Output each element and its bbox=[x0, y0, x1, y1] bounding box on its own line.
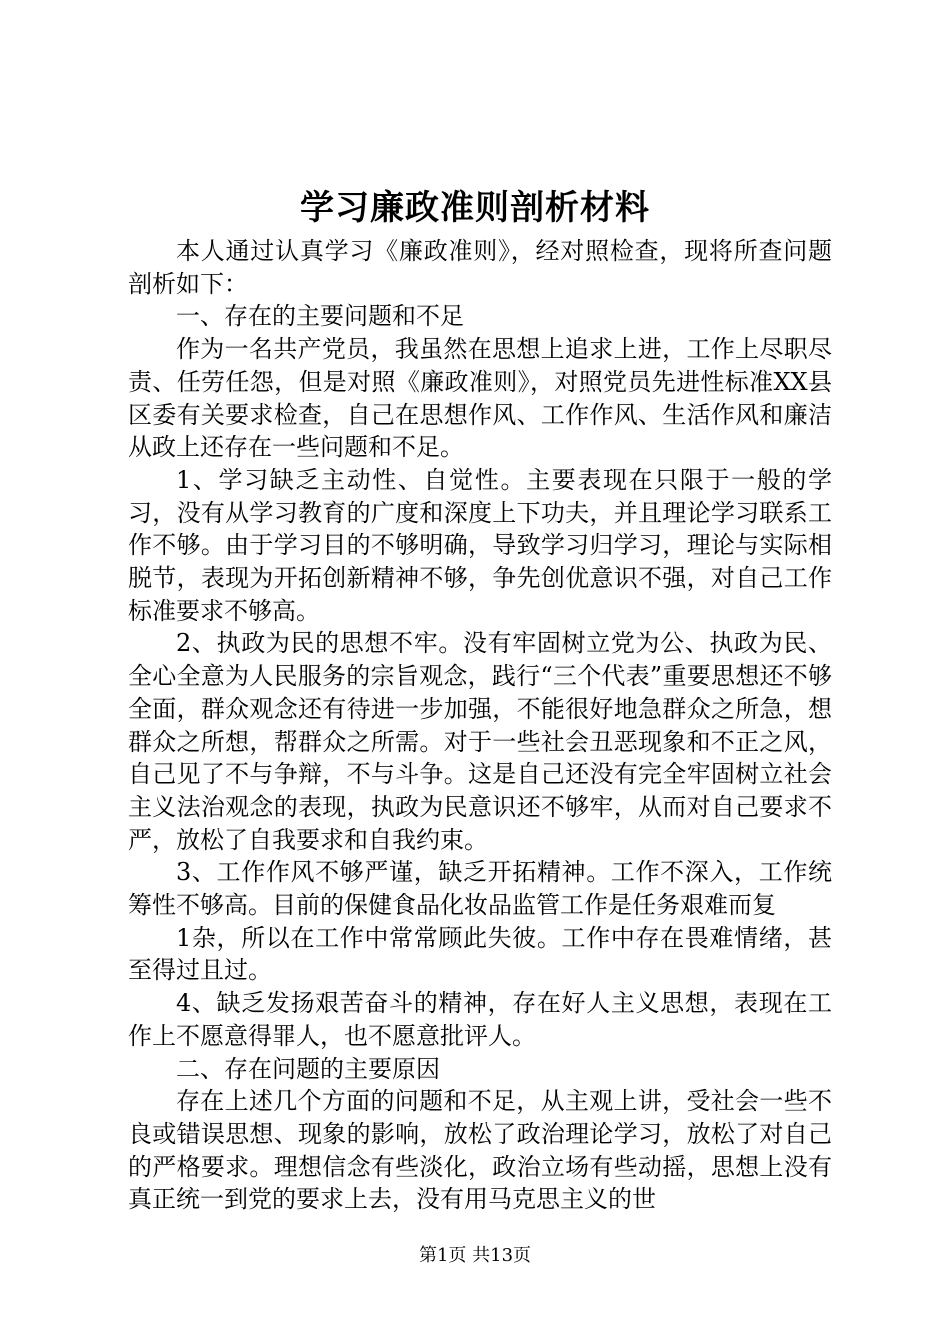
paragraph-item-3: 3、工作作风不够严谨，缺乏开拓精神。工作不深入，工作统筹性不够高。目前的保健食品化妆品监管工作是任务艰难而复 bbox=[128, 858, 832, 920]
paragraph-item-3-continued: 1杂，所以在工作中常常顾此失彼。工作中存在畏难情绪，甚至得过且过。 bbox=[128, 923, 832, 985]
heading-section-1: 一、存在的主要问题和不足 bbox=[176, 302, 464, 331]
paragraph-item-1: 1、学习缺乏主动性、自觉性。主要表现在只限于一般的学习，没有从学习教育的广度和深度上下功夫，并且理论学习联系工作不够。由于学习目的不够明确，导致学习归学习，理论与实际相脱节，表现为开拓创新精神不够，争先创优意识不强，对自己工作标准要求不够高。 bbox=[128, 465, 832, 625]
page-footer: 第1页 共13页 bbox=[418, 1245, 532, 1266]
paragraph-item-2: 2、执政为民的思想不牢。没有牢固树立党为公、执政为民、全心全意为人民服务的宗旨观念，践行“三个代表”重要思想还不够全面，群众观念还有待进一步加强，不能很好地急群众之所急，想群众之所想，帮群众之所需。对于一些社会丑恶现象和不正之风，自己见了不与争辩，不与斗争。这是自己还没有完全牢固树立社会主义法治观念的表现，执政为民意识还不够牢，从而对自己要求不严，放松了自我要求和自我约束。 bbox=[128, 629, 832, 854]
heading-section-2: 二、存在问题的主要原因 bbox=[176, 1054, 440, 1083]
paragraph-causes: 存在上述几个方面的问题和不足，从主观上讲，受社会一些不良或错误思想、现象的影响，放松了政治理论学习，放松了对自己的严格要求。理想信念有些淡化，政治立场有些动摇，思想上没有真正统一到党的要求上去，没有用马克思主义的世 bbox=[128, 1087, 832, 1214]
paragraph-item-4: 4、缺乏发扬艰苦奋斗的精神，存在好人主义思想，表现在工作上不愿意得罪人，也不愿意批评人。 bbox=[128, 989, 832, 1050]
document-body bbox=[128, 235, 832, 1216]
paragraph-overview: 作为一名共产党员，我虽然在思想上追求上进，工作上尽职尽责、任劳任怨，但是对照《廉政准则》，对照党员先进性标准XX县区委有关要求检查，自己在思想作风、工作作风、生活作风和廉洁从政上还存在一些问题和不足。 bbox=[128, 335, 832, 462]
document-title: 学习廉政准则剖析材料 bbox=[300, 188, 650, 228]
paragraph-intro: 本人通过认真学习《廉政准则》，经对照检查，现将所查问题剖析如下： bbox=[128, 237, 832, 298]
